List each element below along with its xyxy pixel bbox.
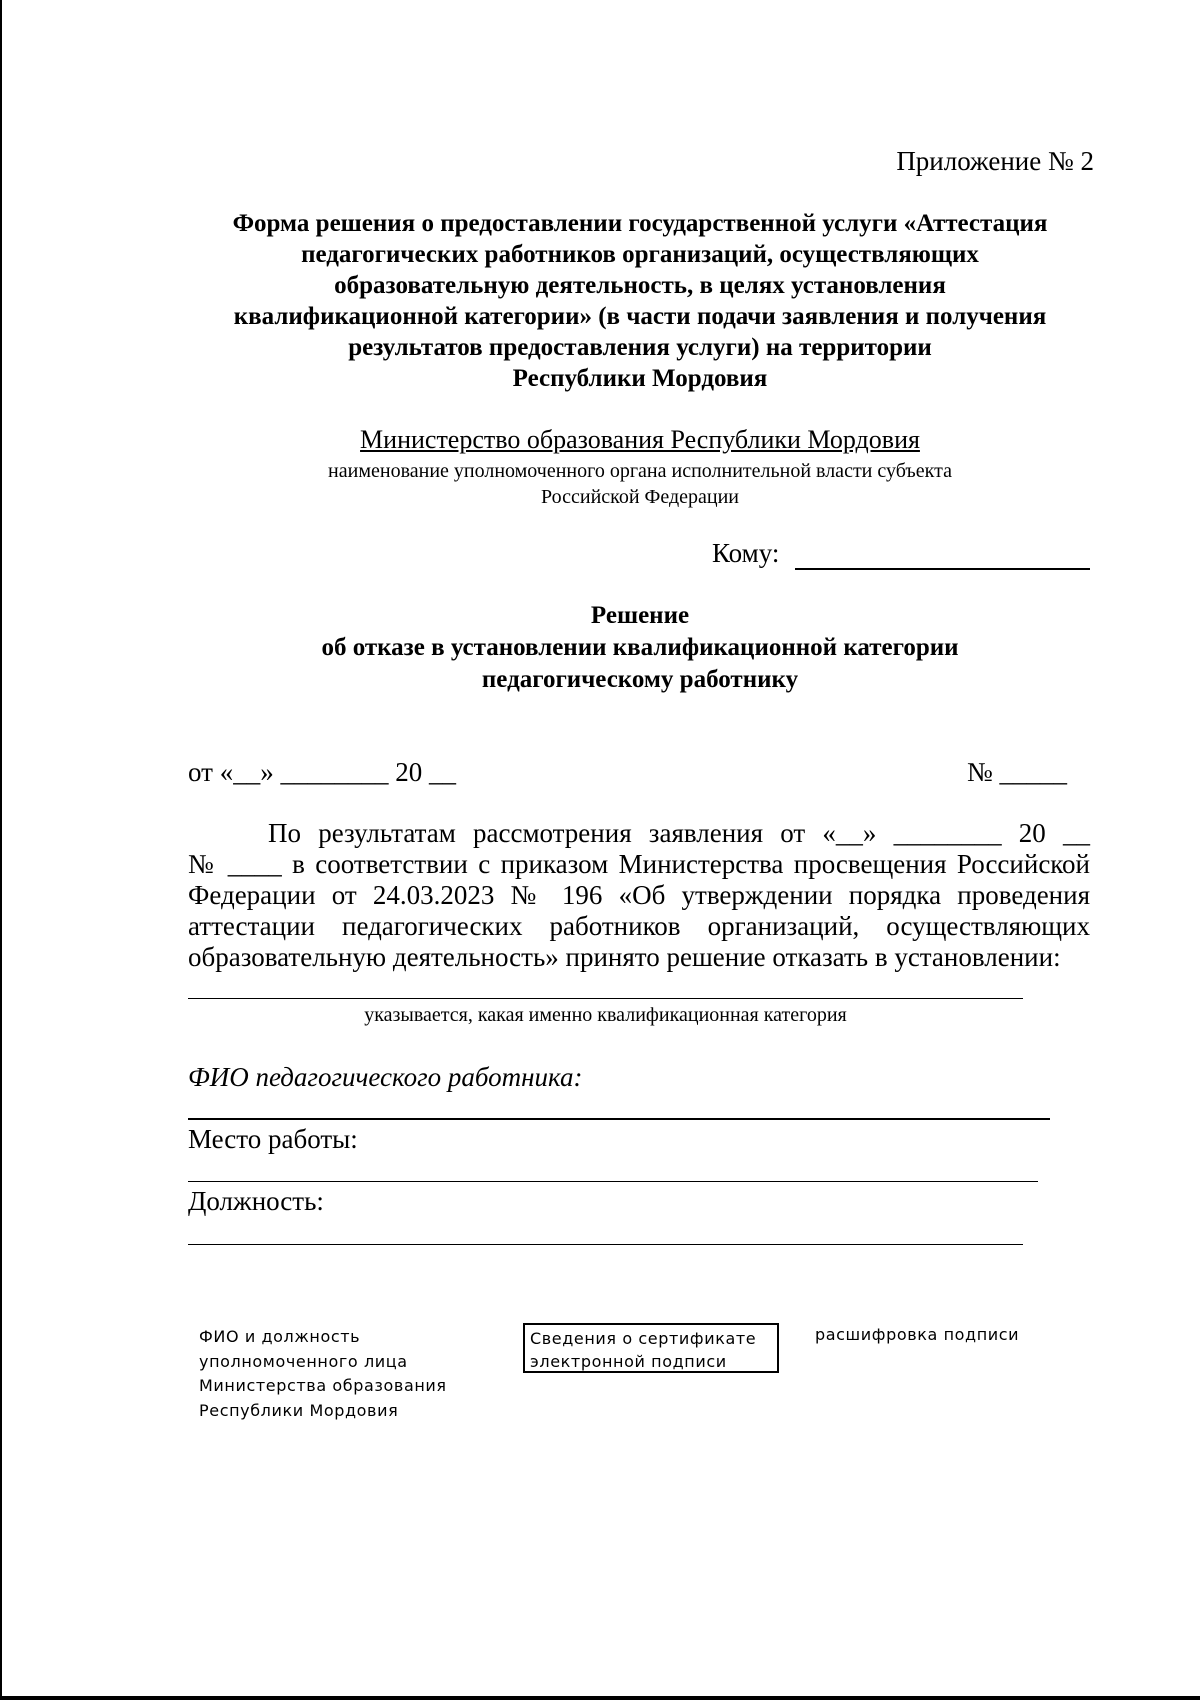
number-field: № _____	[967, 757, 1068, 787]
signatory-line: Министерства образования	[199, 1376, 447, 1395]
form-title-line: квалификационной категории» (в части подачи заявления и получения	[233, 303, 1047, 330]
form-title-line: Форма решения о предоставлении государственной услуги «Аттестация	[232, 210, 1048, 237]
date-field: от «__» ________ 20 __	[188, 757, 456, 787]
body-line: № ____ в соответствии с приказом Министерства просвещения Российской	[188, 849, 1090, 879]
workplace-label: Место работы:	[188, 1124, 358, 1154]
signatory-line: ФИО и должность	[199, 1327, 361, 1346]
position-label: Должность:	[188, 1186, 324, 1216]
decision-heading-line: об отказе в установлении квалификационной категории	[321, 634, 959, 661]
form-title-line: Республики Мордовия	[512, 365, 768, 392]
authority-caption-line: наименование уполномоченного органа исполнительной власти субъекта	[328, 460, 952, 482]
signature-decode-label: расшифровка подписи	[815, 1325, 1020, 1344]
body-line: По результатам рассмотрения заявления от «__» ________ 20 __	[268, 818, 1090, 848]
form-title-line: образовательную деятельность, в целях установления	[334, 272, 946, 299]
category-caption: указывается, какая именно квалификационная категория	[364, 1004, 847, 1026]
recipient-label: Кому:	[712, 538, 780, 568]
signatory-block	[199, 1325, 447, 1423]
authority-name	[150, 425, 1130, 455]
certificate-line: Сведения о сертификате	[530, 1329, 757, 1348]
teacher-name-blank-line	[188, 1118, 1050, 1120]
certificate-line: электронной подписи	[530, 1352, 727, 1371]
scan-edge-bottom	[0, 1696, 1200, 1700]
authority-name-text: Министерство образования Республики Мордовия	[360, 425, 920, 454]
form-title	[160, 208, 1120, 394]
position-blank-line	[188, 1244, 1023, 1245]
scan-edge-left	[0, 0, 2, 1700]
category-blank-line	[188, 998, 1023, 999]
body-line: образовательную деятельность» принято решение отказать в установлении:	[188, 942, 1061, 972]
body-line: аттестации педагогических работников организаций, осуществляющих	[188, 911, 1090, 941]
teacher-name-label: ФИО педагогического работника:	[188, 1062, 583, 1092]
annex-label: Приложение № 2	[896, 146, 1094, 176]
decision-body	[188, 818, 1090, 973]
decision-heading	[200, 600, 1080, 696]
recipient-blank-line	[795, 568, 1090, 570]
form-title-line: результатов предоставления услуги) на территории	[348, 334, 932, 361]
decision-heading-line: Решение	[590, 602, 690, 629]
decision-heading-line: педагогическому работнику	[481, 666, 799, 693]
workplace-blank-line	[188, 1181, 1038, 1182]
signatory-line: уполномоченного лица	[199, 1351, 408, 1371]
authority-caption-line: Российской Федерации	[540, 486, 740, 508]
certificate-box	[523, 1323, 779, 1373]
authority-caption	[150, 458, 1130, 510]
body-line: Федерации от 24.03.2023 № 196 «Об утверждении порядка проведения	[188, 880, 1090, 910]
signatory-line: Республики Мордовия	[199, 1400, 399, 1420]
form-title-line: педагогических работников организаций, осуществляющих	[301, 241, 979, 268]
